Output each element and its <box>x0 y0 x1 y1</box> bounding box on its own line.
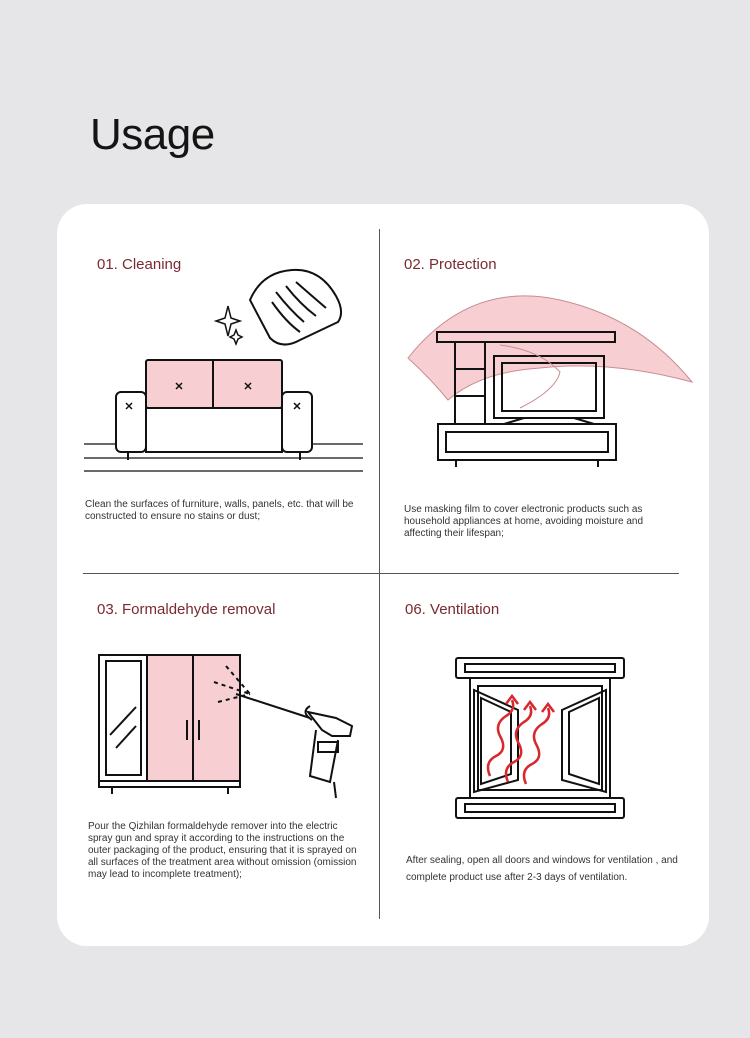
spray-gun-icon <box>236 694 352 798</box>
step-2-description: Use masking film to cover electronic products such as household appliances at home, avoiding moisture and affecting their lifespan; <box>404 504 644 539</box>
wardrobe-icon <box>92 645 372 810</box>
tv-cabinet-icon <box>400 295 700 470</box>
window-icon <box>450 652 630 822</box>
step-4-title: 06. Ventilation <box>405 601 500 618</box>
sparkle-icon <box>216 306 242 344</box>
step-2-title: 02. Protection <box>404 256 497 273</box>
cleaning-glove-icon <box>250 270 341 345</box>
step-1-description: Clean the surfaces of furniture, walls, panels, etc. that will be constructed to ensure no stains or dust; <box>85 499 354 522</box>
divider-horizontal <box>83 573 679 574</box>
divider-vertical <box>379 229 380 919</box>
step-3-title: 03. Formaldehyde removal <box>97 601 276 618</box>
sofa-icon <box>80 260 370 485</box>
heat-waves-icon <box>488 696 554 784</box>
step-3-description: Pour the Qizhilan formaldehyde remover into the electric spray gun and spray it according to the instructions on the outer packaging of the product, ensuring that it is sprayed on all surfaces of the treatment area without omission (omission may lead to incomplete treatment); <box>88 821 357 880</box>
step-4-description: After sealing, open all doors and windows for ventilation , and complete product use after 2-3 days of ventilation. <box>406 855 678 883</box>
step-1-title: 01. Cleaning <box>97 256 182 273</box>
page-title: Usage <box>90 110 215 159</box>
